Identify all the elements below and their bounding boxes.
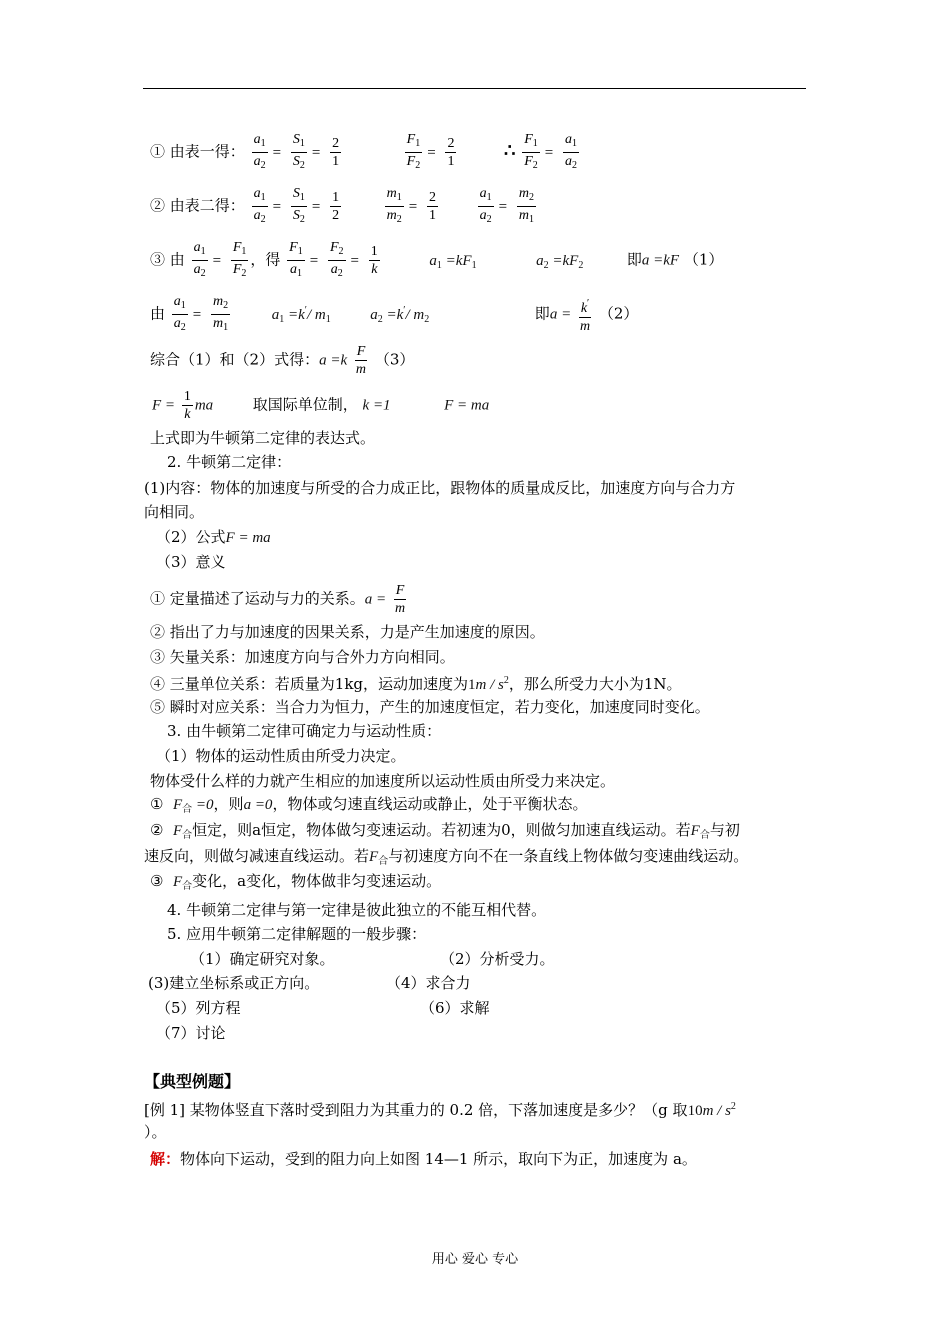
text-l21: ① $F_合 =0$，则a =0，物体或匀速直线运动或静止，处于平衡状态。 — [150, 795, 588, 815]
text-l23: 速反向，则做匀减速直线运动。若$F_合$与初速度方向不在一条直线上物体做匀变速曲线运动。 — [144, 847, 749, 867]
section-2-heading: 2. 牛顿第二定律： — [167, 453, 292, 471]
section-3-heading: 3. 由牛顿第二定律可确定力与运动性质： — [167, 722, 442, 740]
example-1: [例 1] 某物体竖直下落时受到阻力为其重力的 0.2 倍，下落加速度是多少？（g 取$10m / s^2$ — [144, 1101, 736, 1119]
step-2: （2）分析受力。 — [440, 950, 555, 968]
text-l9: (1)内容：物体的加速度与所受的合力成正比，跟物体的质量成反比，加速度方向与合力方 — [144, 479, 736, 497]
header-rule — [143, 88, 806, 89]
step-4: （4）求合力 — [386, 974, 471, 992]
step-3: (3)建立坐标系或正方向。 — [148, 974, 320, 992]
line-si: F = $\frac{1}{k}$ ma 取国际单位制， k =1 F = ma — [152, 389, 490, 422]
step-7: （7）讨论 — [156, 1024, 226, 1042]
step-6: （6）求解 — [420, 999, 490, 1017]
text-l10: 向相同。 — [144, 503, 205, 521]
line-derive-2: 由 $\frac{a_1}{a_2}$ = $\frac{m_2}{m_1}$ $a_1 =k'/$ $m_1$ $a_2 =k'/$ $m_2$ 即a = $\frac{k'}{m}$ （2） — [150, 294, 639, 334]
text-l19: （1）物体的运动性质由所受力决定。 — [156, 747, 406, 765]
text-l17: ⑤ 瞬时对应关系：当合力为恒力，产生的加速度恒定，若力变化，加速度同时变化。 — [150, 698, 710, 716]
text-l7: 上式即为牛顿第二定律的表达式。 — [150, 429, 376, 447]
text-formula: （2）公式F = ma — [156, 528, 271, 546]
example-1-end: ）。 — [144, 1123, 167, 1141]
line-table1: ① 由表一得： $\frac{a_1}{a_2}$ = $\frac{S_1}{S_2}$ = $\frac{2}{1}$ $\frac{F_1}{F_2}$ = $\frac{2}{1}$ ∴ $\frac{F_1}{F_2}$ = $\frac{a_1}{a_2}$ — [150, 132, 578, 171]
section-5-heading: 5. 应用牛顿第二定律解题的一般步骤： — [167, 925, 427, 943]
line-table2: ② 由表二得： $\frac{a_1}{a_2}$ = $\frac{S_1}{S_2}$ = $\frac{1}{2}$ $\frac{m_1}{m_2}$ = $\frac{2}{1}$ $\frac{a_1}{a_2}$ = $\frac{m_2}{m_1}$ — [150, 186, 534, 225]
text-l12: （3）意义 — [156, 553, 226, 571]
text-l16: ④ 三量单位关系：若质量为1kg，运动加速度为$1m / s^2$，那么所受力大小为1N。 — [150, 675, 682, 693]
step-5: （5）列方程 — [156, 999, 241, 1017]
text-l15: ③ 矢量关系：加速度方向与合外力方向相同。 — [150, 648, 455, 666]
line-derive-1: ③ 由 $\frac{a_1}{a_2}$ = $\frac{F_1}{F_2}$ ，得 $\frac{F_1}{a_1}$ = $\frac{F_2}{a_2}$ = $\frac{1}{k}$ $a_1 =kF_1$ $a_2 =kF_2$ 即a =kF （1） — [150, 240, 724, 279]
page-footer: 用心 爱心 专心 — [431, 1252, 519, 1267]
line-combine: 综合（1）和（2）式得：a =k $\frac{F}{m}$ （3） — [150, 344, 415, 377]
text-l20: 物体受什么样的力就产生相应的加速度所以运动性质由所受力来决定。 — [150, 772, 616, 790]
text-l24: ③ $F_合$变化，a变化，物体做非匀变速运动。 — [150, 872, 442, 892]
example-heading: 【典型例题】 — [144, 1072, 241, 1091]
text-l22: ② $F_合$恒定，则a恒定，物体做匀变速运动。若初速为0，则做匀加速直线运动。若$F_合$与初 — [150, 821, 740, 841]
step-1: （1）确定研究对象。 — [190, 950, 335, 968]
text-l14: ② 指出了力与加速度的因果关系，力是产生加速度的原因。 — [150, 623, 545, 641]
solution: 解：物体向下运动，受到的阻力向上如图 14—1 所示，取向下为正，加速度为 a。 — [150, 1150, 697, 1168]
section-4-heading: 4. 牛顿第二定律与第一定律是彼此独立的不能互相代替。 — [167, 901, 547, 919]
text-l13: ① 定量描述了运动与力的关系。a = $\frac{F}{m}$ — [150, 583, 406, 616]
